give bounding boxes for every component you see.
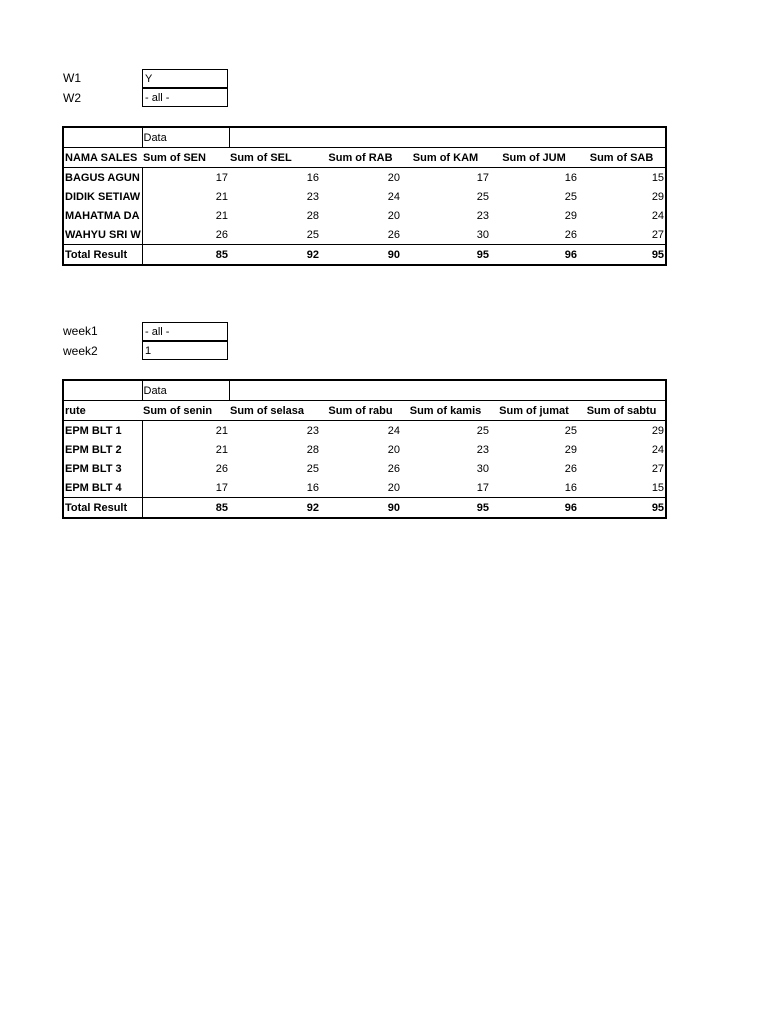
total-cell: 95	[578, 498, 666, 519]
column-header: Sum of selasa	[229, 401, 320, 421]
corner-cell	[63, 380, 142, 401]
filter-label-w1: W1	[63, 71, 81, 85]
table-cell: 25	[476, 424, 489, 437]
table-cell: 26	[387, 228, 400, 241]
total-row	[63, 245, 666, 266]
table-cell: 15	[651, 481, 665, 494]
total-cell: 95	[401, 245, 490, 266]
table-row	[63, 168, 666, 188]
column-header: Sum of jumat	[490, 401, 578, 421]
table-cell: 24	[387, 190, 400, 203]
data-field-button[interactable]: Data	[142, 127, 229, 148]
pivot-table-route	[62, 379, 667, 519]
row-label: EPM BLT 3	[63, 459, 142, 478]
table-row	[63, 459, 666, 478]
table-cell: 24	[651, 443, 665, 456]
column-header-row	[63, 401, 666, 421]
corner-cell	[63, 127, 142, 148]
table-row	[63, 206, 666, 225]
row-field-button[interactable]: NAMA SALES	[63, 148, 142, 168]
table-cell: 25	[306, 462, 319, 475]
filter-label-w2: W2	[63, 91, 81, 105]
column-header: Sum of sabtu	[578, 401, 666, 421]
filter-dropdown-week2[interactable]: 1	[142, 341, 228, 360]
table-cell: 29	[564, 443, 577, 456]
total-cell: 85	[142, 245, 229, 266]
table-cell: 20	[387, 171, 400, 184]
table-cell: 27	[651, 462, 665, 475]
table-cell: 25	[564, 190, 577, 203]
table-cell: 25	[476, 190, 489, 203]
column-header: Sum of KAM	[401, 148, 490, 168]
table-cell: 23	[306, 190, 319, 203]
row-field-button[interactable]: rute	[63, 401, 142, 421]
filter-dropdown-w1[interactable]: Y	[142, 69, 228, 88]
column-header: Sum of senin	[142, 401, 229, 421]
table-cell: 25	[306, 228, 319, 241]
table-row	[63, 440, 666, 459]
table-cell: 26	[564, 462, 577, 475]
table-cell: 26	[564, 228, 577, 241]
table-cell: 21	[215, 190, 228, 203]
table-cell: 29	[564, 209, 577, 222]
column-header: Sum of SEN	[142, 148, 229, 168]
total-cell: 96	[490, 245, 578, 266]
total-cell: 90	[320, 245, 401, 266]
table-cell: 26	[215, 462, 228, 475]
table-cell: 23	[306, 424, 319, 437]
total-label: Total Result	[63, 498, 142, 519]
total-cell: 92	[229, 245, 320, 266]
table-cell: 29	[651, 424, 665, 437]
table-cell: 17	[215, 171, 228, 184]
data-header-row	[63, 380, 666, 401]
total-cell: 92	[229, 498, 320, 519]
row-label: EPM BLT 1	[63, 421, 142, 441]
empty-header-cell	[229, 127, 666, 148]
total-cell: 95	[401, 498, 490, 519]
row-label: DIDIK SETIAW	[63, 187, 142, 206]
row-label: MAHATMA DA	[63, 206, 142, 225]
total-cell: 90	[320, 498, 401, 519]
table-cell: 15	[651, 171, 665, 184]
table-cell: 27	[651, 228, 665, 241]
table-cell: 30	[476, 228, 489, 241]
row-label: WAHYU SRI W	[63, 225, 142, 245]
row-label: EPM BLT 4	[63, 478, 142, 498]
table-cell: 16	[564, 171, 577, 184]
filter-dropdown-week1[interactable]: - all -	[142, 322, 228, 341]
total-row	[63, 498, 666, 519]
table-cell: 16	[564, 481, 577, 494]
table-cell: 24	[387, 424, 400, 437]
table-cell: 21	[215, 443, 228, 456]
column-header-row	[63, 148, 666, 168]
table-row	[63, 225, 666, 245]
table-row	[63, 478, 666, 498]
table-cell: 21	[215, 209, 228, 222]
table-cell: 26	[387, 462, 400, 475]
column-header: Sum of kamis	[401, 401, 490, 421]
total-label: Total Result	[63, 245, 142, 266]
row-label: BAGUS AGUN	[63, 168, 142, 188]
table-row	[63, 421, 666, 441]
filter-label-week2: week2	[63, 344, 98, 358]
filter-dropdown-w2[interactable]: - all -	[142, 88, 228, 107]
table-cell: 21	[215, 424, 228, 437]
column-header: Sum of SEL	[229, 148, 320, 168]
column-header: Sum of SAB	[578, 148, 666, 168]
total-cell: 95	[578, 245, 666, 266]
row-label: EPM BLT 2	[63, 440, 142, 459]
table-row	[63, 187, 666, 206]
empty-header-cell	[229, 380, 666, 401]
table-cell: 20	[387, 481, 400, 494]
table-cell: 16	[306, 481, 319, 494]
table-cell: 28	[306, 443, 319, 456]
table-cell: 20	[387, 209, 400, 222]
table-cell: 23	[476, 443, 489, 456]
table-cell: 16	[306, 171, 319, 184]
column-header: Sum of JUM	[490, 148, 578, 168]
total-cell: 85	[142, 498, 229, 519]
column-header: Sum of rabu	[320, 401, 401, 421]
table-cell: 17	[476, 481, 489, 494]
column-header: Sum of RAB	[320, 148, 401, 168]
table-cell: 20	[387, 443, 400, 456]
table-cell: 29	[651, 190, 665, 203]
table-cell: 28	[306, 209, 319, 222]
data-field-button[interactable]: Data	[142, 380, 229, 401]
table-cell: 30	[476, 462, 489, 475]
table-cell: 17	[215, 481, 228, 494]
filter-label-week1: week1	[63, 324, 98, 338]
pivot-table-sales	[62, 126, 667, 266]
data-header-row	[63, 127, 666, 148]
table-cell: 23	[476, 209, 489, 222]
table-cell: 17	[476, 171, 489, 184]
table-cell: 26	[215, 228, 228, 241]
table-cell: 25	[564, 424, 577, 437]
table-cell: 24	[651, 209, 665, 222]
total-cell: 96	[490, 498, 578, 519]
